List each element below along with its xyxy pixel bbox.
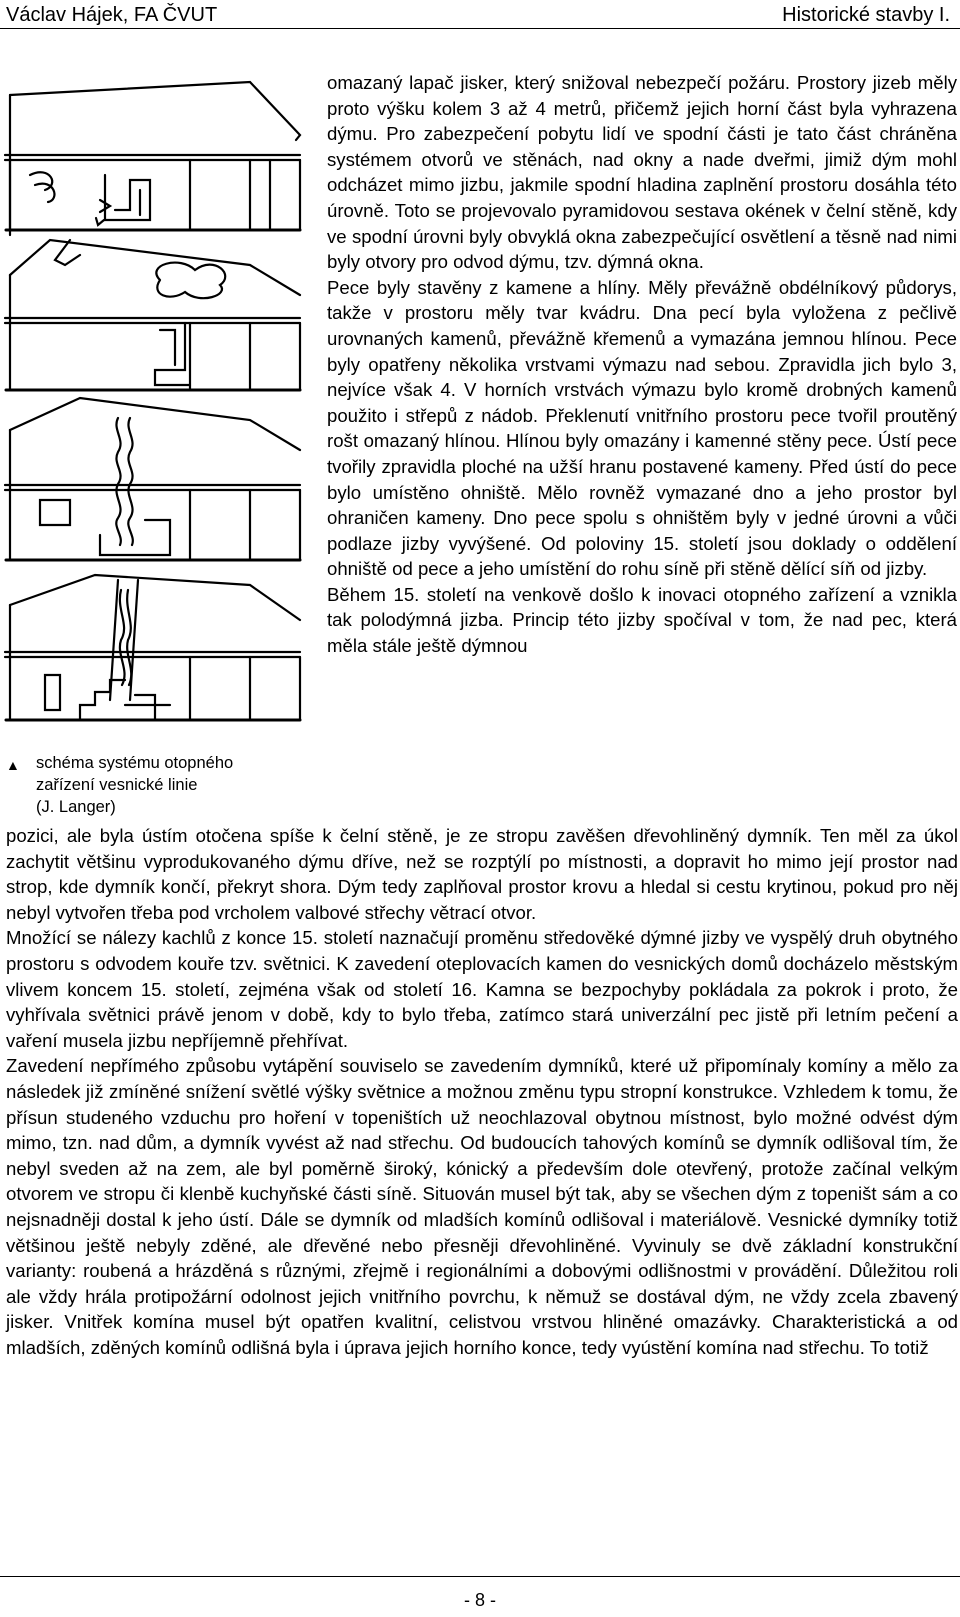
body-paragraph: Zavedení nepřímého způsobu vytápění souviselo se zavedením dymníků, které už připomínaly komíny a mělo za následek již zmíněné snížení světlé výšky světnice a možnou změnu typu stropní konstrukce. Vzhledem k tomu, že přísun studeného vzduchu pro hoření v topeništích už neochlazoval obytnou místnost, bylo možné odvést dým mimo, tzn. nad dům, a dymník vyvést až nad střechu. Od budoucích tahových komínů se dymník odlišoval tím, že nebyl sveden až na zem, ale byl poměrně široký, kónický a především dole otevřený, protože začínal velkým otvorem ve stropu či klenbě kuchyňské části síně. Situován musel být tak, aby se všechen dým z topeništ sám a co nejsnadněji dostal k jeho ústí. Dále se dymník od mladších komínů odlišoval i materiálově. Vesnické dymníky totiž většinou ještě nebyly zděné, ale dřevěné nebo přesněji dřevohliněné. Vyvinuly se dvě základní konstrukční varianty: roubená a hrázděná s různými, zřejmě i regionálními a dobovými odlišnostmi v provádění. Důležitou roli ale vždy hrála protipožární odolnost jejich vnitřního povrchu, k němuž se dostával dým, ne vždy zcela zbavený jisker. Vnitřek komína musel být opatřen kvalitní, celistvou vrstvou hliněné omazávky. Charakteristická a od mladších, zděných komínů odlišná byla i úprava jejich horního konce, tedy vyústění komína nad střechu. To totiž <box>6 1055 958 1358</box>
body-paragraph: Pece byly stavěny z kamene a hlíny. Měly převážně obdélníkový půdorys, takže v prostoru měly tvar kvádru. Dna pecí byla vyložena z pečlivě urovnaných kamenů, převážně křemenů a vymazána jemnou hlínou. Pece byly opatřeny několika vrstvami výmazu nad sebou. Zpravidla jich bylo 3, nejvíce však 4. V horních vrstvách výmazu bylo kromě drobných kamenů použito i střepů z nádob. Překlenutí vnitřního prostoru pece tvořil proutěný rošt omazaný hlínou. Hlínou byly omazány i kamenné stěny pece. Ústí pece tvořily zpravidla ploché na užší hranu postavené kameny. Před ústí do pece bylo umístěno ohniště. Mělo rovněž vymazané dno a jeho prostor byl ohraničen kameny. Dno pece spolu s ohništěm byly v jedné úrovni a vůči podlaze jizby vyvýšené. Od poloviny 15. století jsou doklady o oddělení ohniště od pece a jeho umístění do rohu síně při stěně dělící síň od jizby. <box>327 276 957 580</box>
caption-marker-icon: ▲ <box>6 757 20 773</box>
heating-system-figure <box>0 80 305 770</box>
page-header <box>0 0 960 42</box>
body-paragraph: pozici, ale byla ústím otočena spíše k čelní stěně, je ze stropu zavěšen dřevohliněný dymník. Ten měl za úkol zachytit většinu vyprodukovaného dýmu dříve, než se rozptýlí po místnosti, a dopravit ho mimo její prostor nad strop, kde dymník končí, překryt shora. Dým tedy zaplňoval prostor krovu a hledal si cestu krytinou, pokud pro něj nebyl vytvořen třeba pod vrcholem valbové střechy větrací otvor. <box>6 825 958 923</box>
house-section-diagram-3 <box>5 398 300 560</box>
house-section-diagram-2 <box>5 240 300 390</box>
header-author: Václav Hájek, FA ČVUT <box>6 4 218 26</box>
full-width-text <box>6 823 958 1360</box>
body-paragraph: Během 15. století na venkově došlo k inovaci otopného zařízení a vznikla tak polodýmná jizba. Princip této jizby spočíval v tom, že nad pec, která měla stále ještě dýmnou <box>327 583 957 657</box>
footer-rule <box>0 1576 960 1577</box>
column-text <box>327 70 957 659</box>
caption-line: schéma systému otopného <box>36 754 234 772</box>
page-number: - 8 - <box>463 1590 496 1610</box>
body-paragraph: Množící se nálezy kachlů z konce 15. století naznačují proměnu středověké dýmné jizby ve vyspělý druh obytného prostoru s odvodem kouře tzv. světnici. K zavedení oteplovacích kamen do vesnických domů docházelo městským vlivem koncem 15. století, zejména však od století 16. Kamna se bezpochyby pokládala za pokrok i proto, že vyhřívala světnici právě jenom v době, kdy to bylo třeba, zatímco stará univerzální pec jistě při letním pečení a vaření musela jizbu nepříjemně přehřívat. <box>6 927 958 1051</box>
caption-line: zařízení vesnické linie <box>36 776 198 794</box>
body-paragraph: omazaný lapač jisker, který snižoval nebezpečí požáru. Prostory jizeb měly proto výšku kolem 3 až 4 metrů, přičemž jejich horní část byla vyhrazena dýmu. Pro zabezpečení pobytu lidí ve spodní části je tato část chráněna systémem otvorů ve stěnách, nad okny a nade dveřmi, jimiž dým mohl odcházet mimo jizbu, jakmile spodní hladina zaplnění prostoru dosáhla této úrovně. Toto se projevovalo pyramidovou sestava okének v čelní stěně, kdy ve spodní úrovni byly obvyklá okna zabezpečující osvětlení a těsně nad nimi byly otvory pro odvod dýmu, tzv. dýmná okna. <box>327 72 957 273</box>
house-section-diagram-4 <box>5 575 300 720</box>
caption-line: (J. Langer) <box>36 798 116 816</box>
header-course: Historické stavby I. <box>782 4 950 26</box>
header-rule <box>0 28 960 29</box>
figure-caption <box>6 752 296 818</box>
house-section-diagram-1 <box>5 82 300 235</box>
